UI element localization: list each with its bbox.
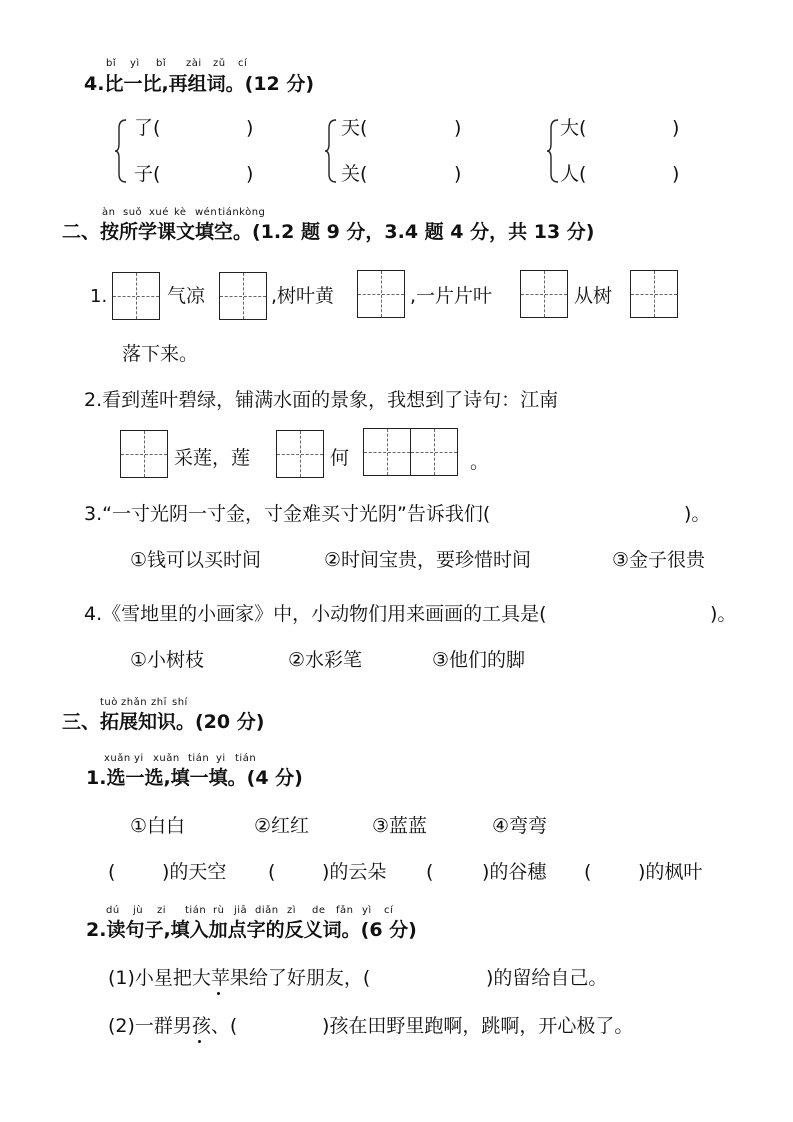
pinyin: kè (174, 207, 187, 218)
question-2-title: 2.读句子,填入加点字的反义词。(6 分) (86, 919, 417, 941)
word-blank[interactable]: 天( (341, 117, 368, 139)
pinyin: yi (216, 753, 226, 764)
answer-blank-open[interactable]: ( (268, 861, 276, 883)
pinyin: tián (185, 905, 207, 916)
word-blank-close: ) (672, 163, 680, 185)
tianzige-box[interactable] (520, 270, 568, 318)
section-2-title: 二、按所学课文填空。(1.2 题 9 分，3.4 题 4 分，共 13 分) (62, 221, 595, 243)
pinyin: tián (188, 753, 210, 764)
emphasis-dot (198, 1040, 201, 1043)
phrase: )的天空 (162, 861, 227, 883)
brace-icon (324, 118, 338, 184)
word-blank-close: ) (454, 117, 462, 139)
pinyin: xuǎn (153, 753, 180, 764)
question-4-text: 4.《雪地里的小画家》中，小动物们用来画画的工具是( (84, 603, 547, 625)
option: ③他们的脚 (432, 649, 526, 671)
pinyin: xuǎn (104, 753, 131, 764)
sentence-1-tail: )的留给自己。 (486, 967, 608, 989)
pinyin: cí (238, 58, 248, 69)
pinyin: wén (195, 207, 218, 218)
option: ③蓝蓝 (372, 815, 428, 837)
question-number: 1. (90, 286, 108, 307)
pinyin: jù (133, 905, 144, 916)
pinyin: shí (172, 697, 188, 708)
pinyin: zǔ (213, 58, 226, 69)
answer-blank-close[interactable]: )。 (684, 503, 711, 525)
phrase: )的云朵 (322, 861, 387, 883)
pinyin: àn (102, 207, 116, 218)
text-segment: ,树叶黄 (271, 285, 335, 307)
pinyin: rù (213, 905, 225, 916)
option: ①小树枝 (130, 649, 205, 671)
word-blank-close: ) (246, 117, 254, 139)
brace-icon (114, 118, 128, 184)
word-blank[interactable]: 关( (341, 163, 368, 185)
text-segment: 气凉 (167, 285, 206, 307)
text-segment: 何 (330, 447, 350, 469)
text-segment: 从树 (574, 285, 613, 307)
phrase: )的枫叶 (638, 861, 703, 883)
option: ③金子很贵 (612, 549, 706, 571)
brace-icon (546, 118, 560, 184)
word-blank-close: ) (454, 163, 462, 185)
word-blank[interactable]: 子( (134, 163, 161, 185)
tianzige-box[interactable] (276, 430, 324, 478)
pinyin: xué (149, 207, 169, 218)
section-3-title: 三、拓展知识。(20 分) (62, 711, 265, 733)
question-1-title: 1.选一选,填一填。(4 分) (86, 767, 303, 789)
tianzige-box[interactable] (630, 270, 678, 318)
pinyin: zhī (151, 697, 167, 708)
pinyin: jiā (234, 905, 248, 916)
sentence-1: (1)小星把大苹果给了好朋友，( (108, 967, 371, 989)
option: ④弯弯 (492, 815, 548, 837)
sentence-2: (2)一群男孩、( (108, 1015, 238, 1037)
emphasis-dot (217, 992, 220, 995)
answer-blank-open[interactable]: ( (108, 861, 116, 883)
word-blank-close: ) (672, 117, 680, 139)
pinyin: bǐ (106, 58, 117, 69)
pinyin: yì (362, 905, 372, 916)
text-segment: 。 (470, 451, 490, 473)
option: ②时间宝贵，要珍惜时间 (324, 549, 532, 571)
pinyin: zi (157, 905, 167, 916)
pinyin: de (312, 905, 326, 916)
tianzige-box[interactable] (363, 428, 411, 476)
word-blank[interactable]: 了( (134, 117, 161, 139)
phrase: )的谷穗 (482, 861, 547, 883)
text-segment: 落下来。 (122, 343, 199, 365)
word-blank[interactable]: 人( (560, 163, 587, 185)
pinyin: fǎn (336, 905, 354, 916)
answer-blank-open[interactable]: ( (426, 861, 434, 883)
answer-blank-open[interactable]: ( (584, 861, 592, 883)
tianzige-box[interactable] (357, 270, 405, 318)
tianzige-box[interactable] (120, 430, 168, 478)
tianzige-box[interactable] (410, 428, 458, 476)
text-segment: ,一片片叶 (410, 285, 493, 307)
pinyin: suǒ (123, 207, 143, 218)
pinyin: bǐ (156, 58, 167, 69)
text-segment: 采莲，莲 (174, 447, 251, 469)
pinyin: cí (384, 905, 394, 916)
option: ②水彩笔 (288, 649, 363, 671)
pinyin: tián (235, 753, 257, 764)
question-3-text: 3.“一寸光阴一寸金，寸金难买寸光阴”告诉我们( (84, 503, 491, 525)
answer-blank-close[interactable]: )。 (710, 603, 737, 625)
section-4-title: 4.比一比,再组词。(12 分) (84, 73, 315, 95)
option: ①白白 (130, 815, 186, 837)
pinyin: dú (106, 905, 120, 916)
tianzige-box[interactable] (219, 272, 267, 320)
pinyin: diǎn (255, 905, 279, 916)
option: ①钱可以买时间 (130, 549, 262, 571)
pinyin: yì (130, 58, 140, 69)
option: ②红红 (254, 815, 310, 837)
sentence-2-tail: )孩在田野里跑啊，跳啊，开心极了。 (322, 1015, 634, 1037)
pinyin: zhǎn (121, 697, 148, 708)
pinyin: tuò (100, 697, 118, 708)
pinyin: yi (134, 753, 144, 764)
pinyin: zài (186, 58, 202, 69)
pinyin: tiánkòng (218, 207, 266, 218)
word-blank-close: ) (246, 163, 254, 185)
pinyin: zì (287, 905, 297, 916)
question-2-text: 2.看到莲叶碧绿，铺满水面的景象，我想到了诗句：江南 (84, 389, 559, 411)
word-blank[interactable]: 大( (560, 117, 587, 139)
tianzige-box[interactable] (112, 272, 160, 320)
